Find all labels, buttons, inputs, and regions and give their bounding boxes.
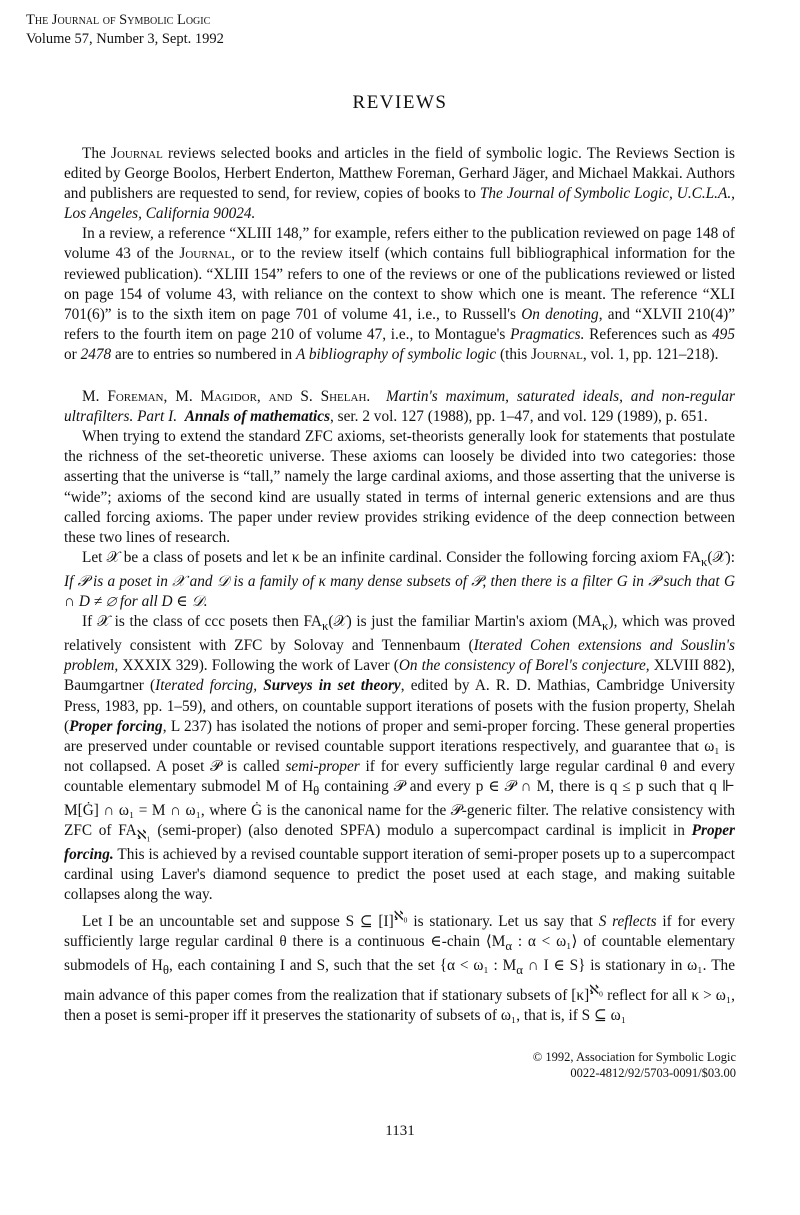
review-citation: M. Foreman, M. Magidor, and S. Shelah. Martin's maximum, saturated ideals, and non-regular ultrafilters. Part I. Annals of mathematics, ser. 2 vol. 127 (1988), pp. 1–47, and vol. 129 (1989), p. 651. <box>64 388 736 426</box>
review-authors: M. Foreman, M. Magidor, and S. Shelah. <box>82 388 371 406</box>
copyright-notice: © 1992, Association for Symbolic Logic 0022-4812/92/5703-0091/$03.00 <box>532 1050 736 1080</box>
intro-paragraph-1: The Journal reviews selected books and articles in the field of symbolic logic. The Reviews Section is edited by George Boolos, Herbert Enderton, Matthew Foreman, Gerhard Jäger, and Michael Makkai. Authors and publishers are requested to send, for review, copies of books to The Journal of Symbolic Logic, U.C.L.A., Los Angeles, California 90024. <box>64 145 735 223</box>
review-paragraph-2: Let 𝒳 be a class of posets and let κ be an infinite cardinal. Consider the following forcing axiom $FA_\kappa(𝒳)$: If 𝒫 is a poset in 𝒳 and 𝒟 is a family of κ many dense subsets of 𝒫, then there is a filter G in 𝒫 such that G ∩ D ≠ ∅ for all D ∈ 𝒟. <box>64 548 735 611</box>
review-paragraph-3: If 𝒳 is the class of ccc posets then $FA_\kappa(𝒳)$ is just the familiar Martin's axiom $(MA_\kappa)$, which was proved relatively consistent with ZFC by Solovay and Tennenbaum (Iterated Cohen extensions and Souslin's problem, XXXIX 329). Following the work of Laver (On the consistency of Borel's conjecture, XLVIII 882), Baumgartner (Iterated forcing, Surveys in set theory, edited by A. R. D. Mathias, Cambridge University Press, 1983, pp. 1–59), and others, on countable support iterations of posets with the fusion property, Shelah (Proper forcing, L 237) has isolated the notions of proper and semi-proper forcing. These general properties are preserved under countable or revised countable support iterations respectively, and guarantee that ω₁ is not collapsed. A poset 𝒫 is called semi-proper if for every sufficiently large regular cardinal θ and every countable elementary submodel M of $H_\theta$ containing 𝒫 and every p ∈ 𝒫 ∩ M, there is q ≤ p such that q ⊩ M[Ġ] ∩ ω₁ = M ∩ ω₁, where Ġ is the canonical name for the 𝒫-generic filter. The relative consistency with ZFC of $FA_{ℵ_1}$ (semi-proper) (also denoted SPFA) modulo a supercompact cardinal is implicit in Proper forcing. This is achieved by a revised countable support iteration of semi-proper posets up to a supercompact cardinal using Laver's diamond sequence to predict the poset used at each stage, and making suitable collapses along the way. <box>64 613 736 904</box>
running-header <box>26 11 224 49</box>
reviewed-journal: Annals of mathematics <box>184 408 331 426</box>
journal-name: The Journal of Symbolic Logic <box>26 12 211 28</box>
intro-paragraph-2: In a review, a reference “XLIII 148,” for example, refers either to the publication reviewed on page 148 of volume 43 of the Journal, or to the review itself (which contains full bibliographical information for the reviewed publication). “XLIII 154” refers to one of the reviews or one of the publications reviewed or listed on page 154 of volume 43, with reliance on the context to show which one is meant. The reference “XLI 701(6)” is to the sixth item on page 701 of volume 41, i.e., to Russell's On denoting, and “XLVII 210(4)” refers to the fourth item on page 210 of volume 47, i.e., to Montague's Pragmatics. References such as 495 or 2478 are to entries so numbered in A bibliography of symbolic logic (this Journal, vol. 1, pp. 121–218). <box>64 225 735 363</box>
review-paragraph-1: When trying to extend the standard ZFC axioms, set-theorists generally look for statements that postulate the richness of the set-theoretic universe. These axioms can loosely be divided into two categories: those asserting that the universe is “tall,” namely the large cardinal axioms, and those asserting that the universe is “wide”; axioms of the second kind are usually stated in terms of internal generic extensions and are thus called forcing axioms. The paper under review provides striking evidence of the deep connection between these two lines of research. <box>64 428 735 546</box>
reviewed-title: Martin's maximum, saturated ideals, and non-regular ultrafilters. Part I. <box>64 388 736 426</box>
section-title: REVIEWS <box>352 92 448 113</box>
page-body <box>64 144 735 1026</box>
volume-line: Volume 57, Number 3, Sept. 1992 <box>26 31 224 47</box>
page-number: 1131 <box>385 1123 415 1139</box>
review-paragraph-4: Let I be an uncountable set and suppose S ⊆ $[I]^{ℵ_0}$ is stationary. Let us say that S reflects if for every sufficiently large regular cardinal θ there is a continuous ∈-chain $⟨M_\alpha$ : α < ω₁⟩ of countable elementary submodels of $H_\theta$, each containing I and S, such that the set {α < ω₁ : $M_\alpha$ ∩ I ∈ S} is stationary in ω₁. The main advance of this paper comes from the realization that if stationary subsets of $[\kappa]^{ℵ_0}$ reflect for all κ > ω₁, then a poset is semi-proper iff it preserves the stationarity of subsets of ω₁, that is, if S ⊆ ω₁ <box>64 908 736 1025</box>
editorial-address: The Journal of Symbolic Logic, U.C.L.A., Los Angeles, California 90024. <box>64 185 735 223</box>
